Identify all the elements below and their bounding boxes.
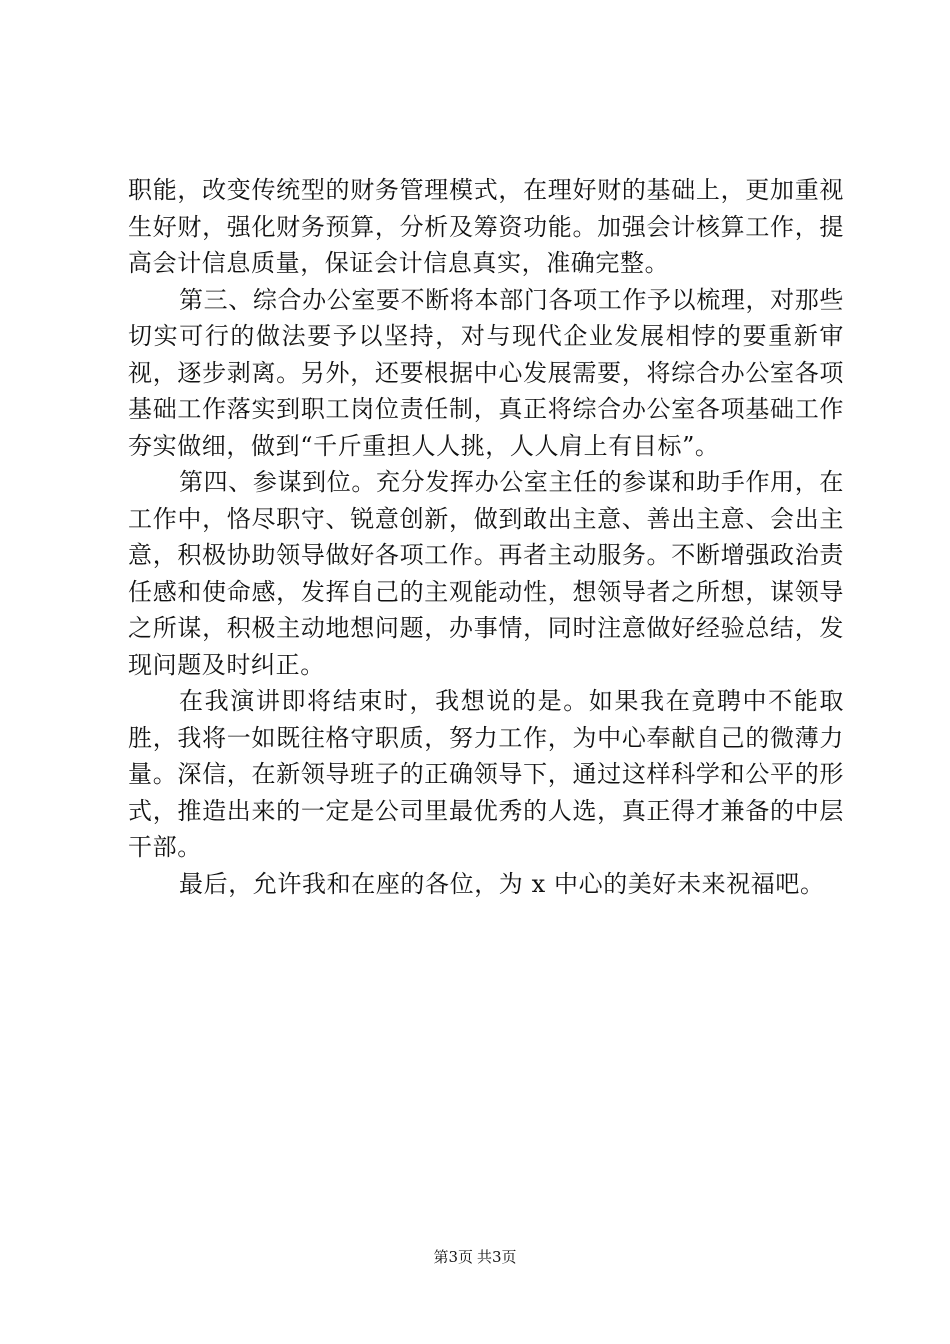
page-footer [0,1247,950,1267]
document-body [128,172,844,902]
paragraph-continuation: 职能，改变传统型的财务管理模式，在理好财的基础上，更加重视生好财，强化财务预算，分析及筹资功能。加强会计核算工作，提高会计信息质量，保证会计信息真实，准确完整。 [128,176,844,277]
page-number: 第3页 [433,1248,473,1266]
paragraph-conclusion: 在我演讲即将结束时，我想说的是。如果我在竟聘中不能取胜，我将一如既往格守职质，努力工作，为中心奉献自己的微薄力量。深信，在新领导班子的正确领导下，通过这样科学和公平的形式，推造出来的一定是公司里最优秀的人选，真正得才兼备的中层干部。 [128,687,844,861]
total-pages: 共3页 [477,1248,517,1266]
paragraph-third-point: 第三、综合办公室要不断将本部门各项工作予以梳理，对那些切实可行的做法要予以坚持，对与现代企业发展相悖的要重新审视，逐步剥离。另外，还要根据中心发展需要，将综合办公室各项基础工作落实到职工岗位责任制，真正将综合办公室各项基础工作夯实做细，做到“千斤重担人人挑，人人肩上有目标”。 [128,285,844,460]
paragraph-fourth-point: 第四、参谋到位。充分发挥办公室主任的参谋和助手作用，在工作中，恪尽职守、锐意创新，做到敢出主意、善出主意、会出主意，积极协助领导做好各项工作。再者主动服务。不断增强政治责任感和使命感，发挥自己的主观能动性，想领导者之所想，谋领导之所谋，积极主动地想问题，办事情，同时注意做好经验总结，发现问题及时纠正。 [128,468,844,679]
paragraph-closing-wish: 最后，允许我和在座的各位，为 x 中心的美好未来祝福吧。 [179,869,825,898]
